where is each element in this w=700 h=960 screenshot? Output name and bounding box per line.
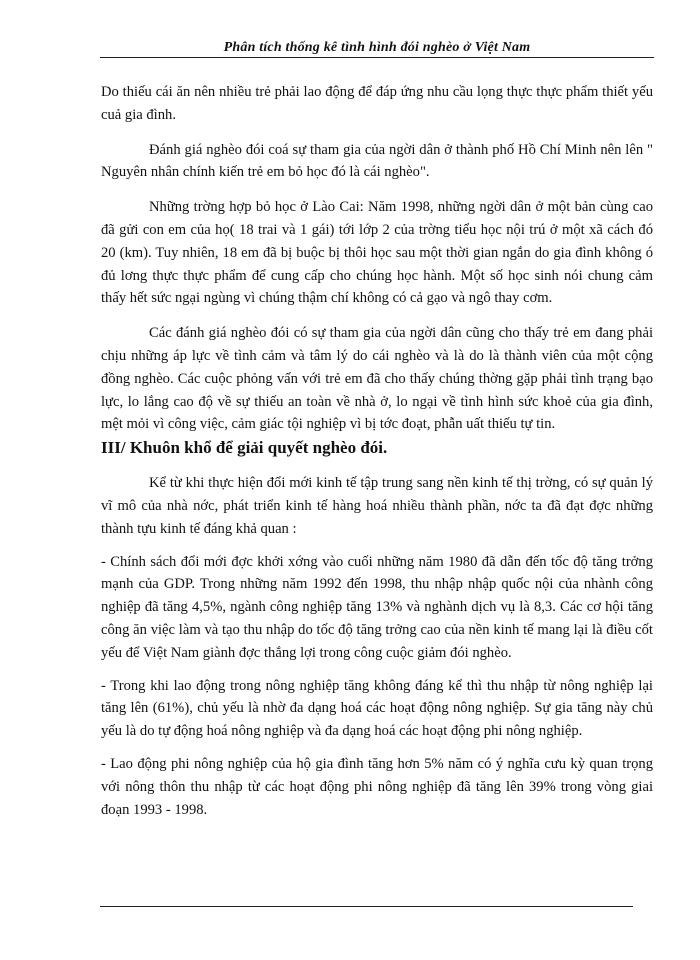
section-heading: III/ Khuôn khổ để giải quyết nghèo đói. bbox=[101, 438, 388, 458]
paragraph: Kể từ khi thực hiện đổi mới kinh tế tập trung sang nền kinh tế thị trờng, có sự quản lý vĩ mô của nhà nớc, phát triển kinh tế hàng hoá nhiều thành phần, nớc ta đã đạt đợc những thành tựu kinh tế đáng khả quan : bbox=[101, 475, 653, 537]
paragraph: Do thiếu cái ăn nên nhiều trẻ phải lao động để đáp ứng nhu cầu lọng thực thực phẩm thiết yếu cuả gia đình. bbox=[101, 84, 653, 123]
header-title: Phân tích thống kê tình hình đói nghèo ở Việt Nam bbox=[223, 40, 531, 55]
document-body bbox=[101, 81, 653, 821]
paragraph: Các đánh giá nghèo đói có sự tham gia của ngời dân cũng cho thấy trẻ em đang phải chịu những áp lực về tình cảm và tâm lý do cái nghèo và là do là thành viên của một cộng đồng nghèo. Các cuộc phỏng vấn với trẻ em đã cho thấy chúng thờng gặp phải tình trạng bạo lực, lo lắng cao độ về sự thiếu an toàn về nhà ở, lo ngại về tình hình sức khoẻ của gia đình, mệt mỏi vì công việc, cảm giác tội nghiệp vì bị tớc đoạt, phẫn uất thiếu tự tin. bbox=[101, 325, 653, 433]
paragraph: - Chính sách đổi mới đợc khởi xớng vào cuối những năm 1980 đã dẫn đến tốc độ tăng trởng mạnh của GDP. Trong những năm 1992 đến 1998, thu nhập nhập quốc nội của nhành công nghiệp đã tăng 4,5%, ngành công nghiệp tăng 13% và nghành dịch vụ là 8,3. Các cơ hội tăng công ăn việc làm và tạo thu nhập do tốc độ tăng trởng cao của nền kinh tế mang lại là điều cốt yếu để Việt Nam giành đợc thắng lợi trong công cuộc giảm đói nghèo. bbox=[101, 553, 653, 661]
footer-rule bbox=[100, 906, 633, 907]
page-header bbox=[100, 37, 654, 58]
paragraph: - Lao động phi nông nghiệp của hộ gia đình tăng hơn 5% năm có ý nghĩa cưu kỳ quan trọng với nông thôn thu nhập từ các hoạt động phi nông nghiệp đã tăng lên 39% trong vòng giai đoạn 1993 - 1998. bbox=[101, 755, 653, 818]
paragraph: - Trong khi lao động trong nông nghiệp tăng không đáng kể thì thu nhập từ nông nghiệp lại tăng lên (61%), chủ yếu là nhờ đa dạng hoá các hoạt động nông nghiệp. Sự gia tăng này chủ yếu là do tự động hoá nông nghiệp và đa dạng hoá các hoạt động phi nông nghiệp. bbox=[101, 677, 653, 740]
paragraph: Những trờng hợp bỏ học ở Lào Cai: Năm 1998, những ngời dân ở một bản cùng cao đã gửi con em của họ( 18 trai và 1 gái) tới lớp 2 của trờng tiểu học nội trú ở một xã cách đó 20 (km). Tuy nhiên, 18 em đã bị buộc bị thôi học sau một thời gian ngắn do gia đình không ó đủ lơng thực thực phẩm để cung cấp cho chúng học hành. Một số học sinh nói chung cảm thấy hết sức ngại ngùng vì chúng thậm chí không có cả gạo và ngô thay cơm. bbox=[101, 199, 653, 307]
paragraph: Đánh giá nghèo đói coá sự tham gia của ngời dân ở thành phố Hồ Chí Minh nên lên " Nguyên nhân chính kiến trẻ em bỏ học đó là cái nghèo". bbox=[101, 141, 653, 181]
